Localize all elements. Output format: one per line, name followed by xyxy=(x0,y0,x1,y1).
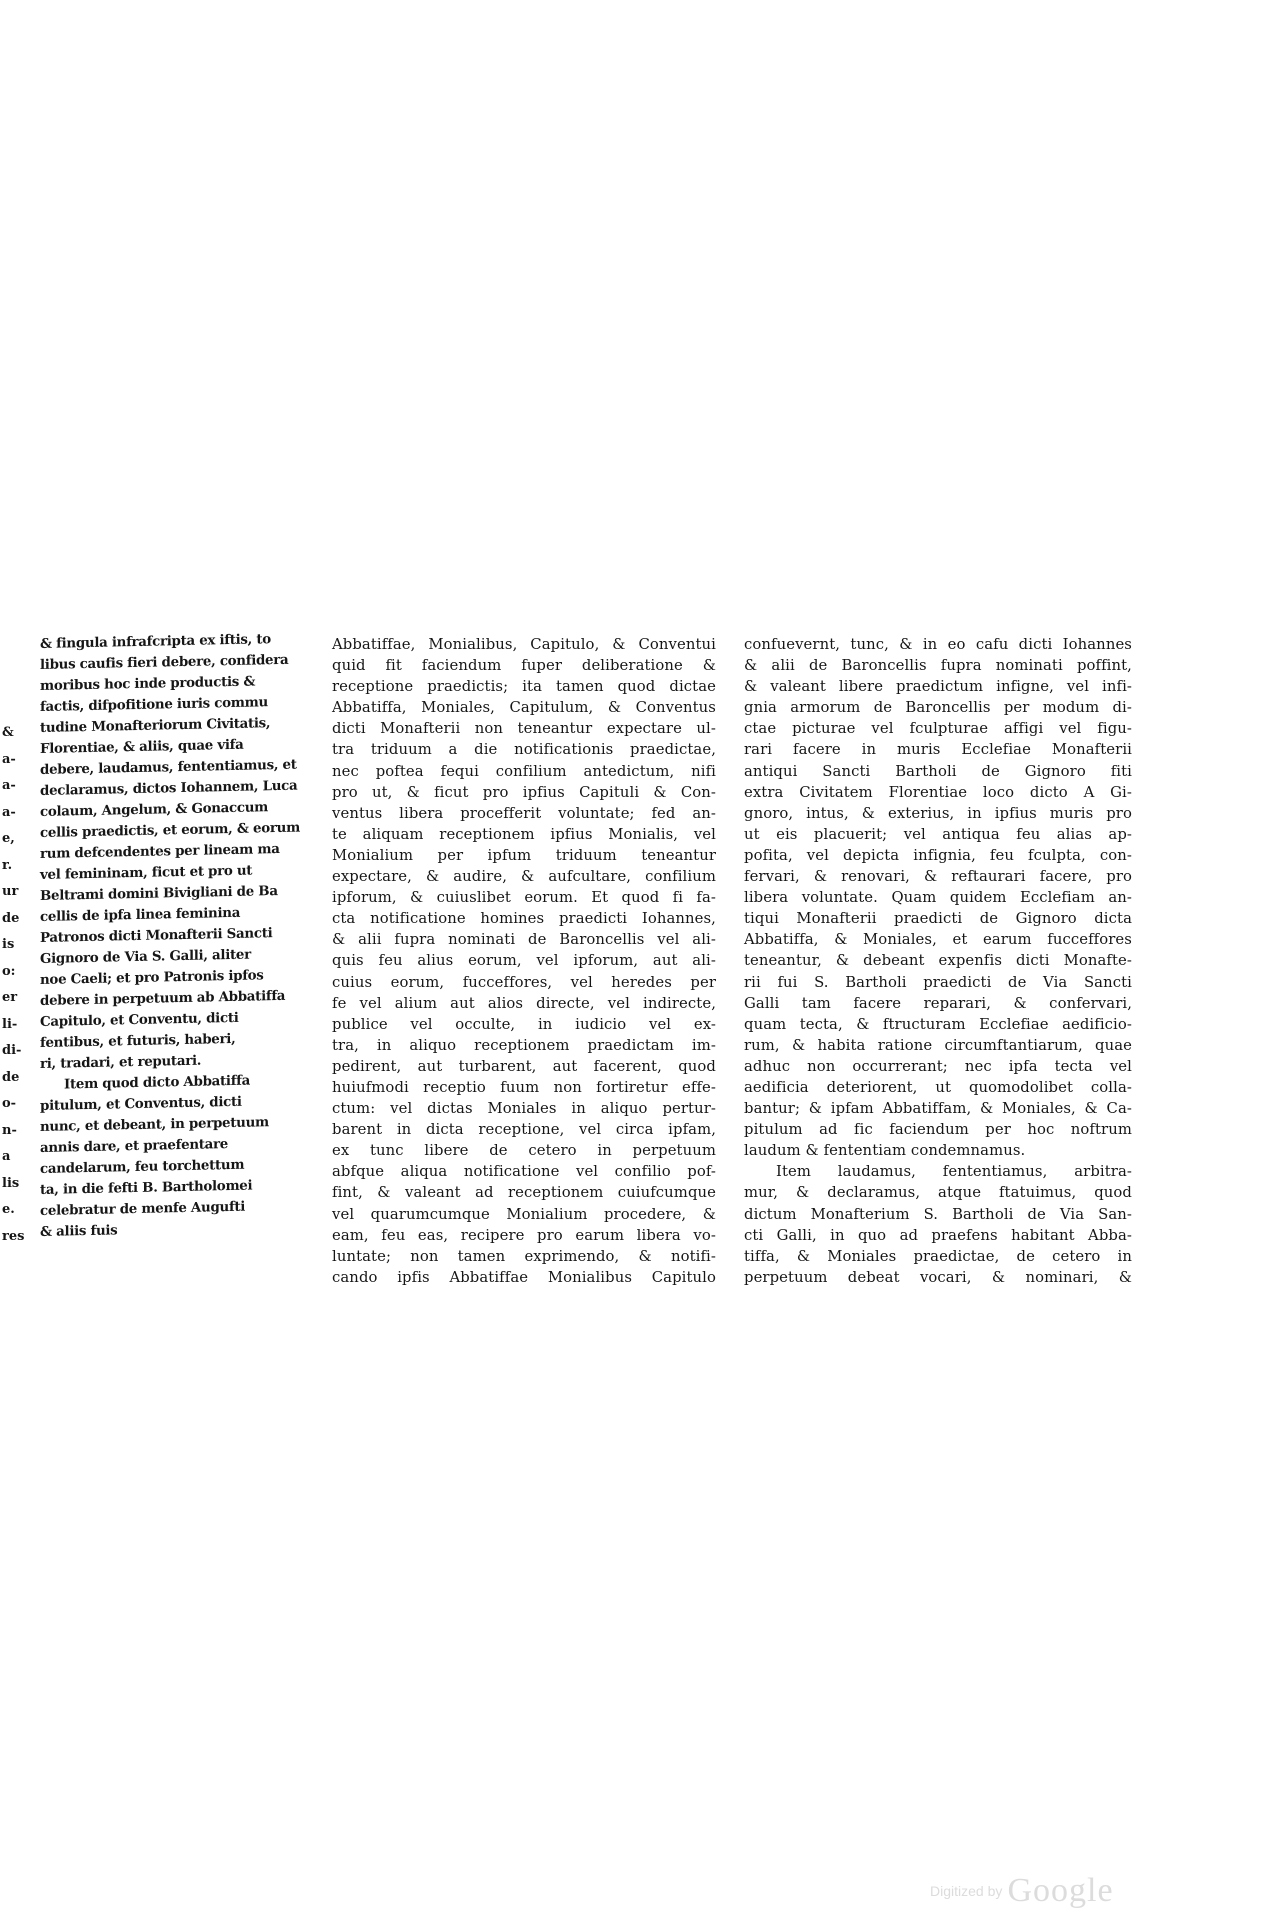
text-line: Galli tam facere reparari, & confervari, xyxy=(744,994,1132,1012)
text-line: luntate; non tamen exprimendo, & notifi- xyxy=(332,1247,716,1265)
text-line: cellis de ipfa linea feminina xyxy=(40,904,241,925)
middle-column-text xyxy=(332,634,716,1288)
text-line: tiqui Monafterii praedicti de Gignoro dicta xyxy=(744,910,1132,928)
right-column-text xyxy=(744,634,1132,1288)
text-line: libera voluntate. Quam quidem Ecclefiam an- xyxy=(744,889,1132,907)
text-line: rum, & habita ratione circumftantiarum, quae xyxy=(744,1036,1132,1054)
text-line: vel femininam, ficut et pro ut xyxy=(40,862,253,883)
text-line: res xyxy=(2,1228,25,1244)
text-line: adhuc non occurrerant; nec ipfa tecta vel xyxy=(744,1057,1132,1075)
text-line: receptione praedictis; ita tamen quod dictae xyxy=(332,678,716,696)
text-line: vel quarumcumque Monialium procedere, & xyxy=(332,1205,716,1223)
text-line: Item laudamus, fententiamus, arbitra- xyxy=(776,1163,1132,1181)
text-line: candelarum, feu torchettum xyxy=(40,1156,245,1177)
text-line: & xyxy=(2,725,14,740)
text-line: ipforum, & cuiuslibet eorum. Et quod fi fa- xyxy=(332,889,716,907)
text-line: confuevernt, tunc, & in eo cafu dicti Iohannes xyxy=(744,636,1132,653)
text-line: o- xyxy=(2,1096,17,1111)
text-line: a- xyxy=(2,804,16,820)
text-line: Patronos dicti Monafterii Sancti xyxy=(40,925,273,946)
text-line: Abbatiffae, Monialibus, Capitulo, & Conventui xyxy=(332,636,716,653)
text-line: mur, & declaramus, atque ftatuimus, quod xyxy=(744,1184,1132,1202)
text-line: abfque aliqua notificatione vel confilio pof- xyxy=(332,1163,716,1181)
text-line: fentibus, et futuris, haberi, xyxy=(40,1030,236,1051)
text-line: noe Caeli; et pro Patronis ipfos xyxy=(40,967,264,988)
text-line: teneantur, & debeant expenfis dicti Monafte- xyxy=(744,952,1132,970)
text-line: dictum Monafterium S. Bartholi de Via San- xyxy=(744,1205,1132,1223)
text-line: cellis praedictis, et eorum, & eorum xyxy=(40,819,300,841)
text-line: Monialium per ipfum triduum teneantur xyxy=(332,846,716,864)
text-line: e, xyxy=(2,831,15,846)
left-edge-fragments xyxy=(0,720,34,1280)
text-line: Capitulo, et Conventu, dicti xyxy=(40,1009,239,1030)
text-line: e. xyxy=(2,1202,15,1217)
text-line: gnia armorum de Baroncellis per modum di- xyxy=(744,699,1132,717)
text-line: huiufmodi receptio fuum non fortiretur effe- xyxy=(332,1078,716,1096)
text-line: & alii de Baroncellis fupra nominati poffint, xyxy=(744,657,1132,675)
text-line: rum defcendentes per lineam ma xyxy=(40,840,280,862)
google-logo: Google xyxy=(1007,1872,1114,1909)
watermark-prefix: Digitized by xyxy=(930,1883,1003,1899)
text-line: di- xyxy=(2,1043,22,1058)
text-line: debere in perpetuum ab Abbatiffa xyxy=(40,987,286,1009)
text-line: a xyxy=(2,1149,11,1164)
text-line: er xyxy=(2,990,18,1005)
text-line: moribus hoc inde productis & xyxy=(40,673,256,694)
text-line: pitulum, et Conventus, dicti xyxy=(40,1093,242,1114)
text-line: ut eis placuerit; vel antiqua feu alias ap- xyxy=(744,825,1132,843)
text-line: pitulum ad fic faciendum per hoc noftrum xyxy=(744,1121,1132,1139)
text-line: barent in dicta receptione, vel circa ipfam, xyxy=(332,1121,716,1139)
text-line: gnoro, intus, & exterius, in ipfius muris pro xyxy=(744,804,1132,822)
text-line: ctae picturae vel fculpturae affigi vel figu- xyxy=(744,720,1132,738)
text-line: Abbatiffa, Moniales, Capitulum, & Conventus xyxy=(332,699,716,717)
text-line: annis dare, et praefentare xyxy=(40,1136,229,1156)
text-line: aedificia deteriorent, ut quomodolibet colla- xyxy=(744,1078,1132,1096)
text-line: tra, in aliquo receptionem praedictam im- xyxy=(332,1036,716,1054)
text-line: de xyxy=(2,910,20,926)
text-line: nunc, et debeant, in perpetuum xyxy=(40,1114,269,1135)
text-line: rii fui S. Bartholi praedicti de Via Sancti xyxy=(744,973,1132,991)
text-line: quam tecta, & ftructuram Ecclefiae aedificio- xyxy=(744,1015,1132,1033)
text-line: fe vel alium aut alios directe, vel indirecte, xyxy=(332,994,716,1012)
text-line: lis xyxy=(2,1175,20,1191)
text-line: cti Galli, in quo ad praefens habitant Abba- xyxy=(744,1226,1132,1244)
text-line: & valeant libere praedictum infigne, vel infi- xyxy=(744,678,1132,696)
text-line: r. xyxy=(2,857,13,873)
text-line: factis, difpofitione iuris commu xyxy=(40,694,268,715)
text-line: pro ut, & ficut pro ipfius Capituli & Con- xyxy=(332,783,716,801)
text-line: & aliis fuis xyxy=(40,1222,118,1240)
text-line: quid fit faciendum fuper deliberatione & xyxy=(332,657,716,675)
text-line: a- xyxy=(2,751,16,767)
text-line: laudum & fententiam condemnamus. xyxy=(744,1142,1026,1160)
text-line: & alii fupra nominati de Baroncellis vel ali- xyxy=(332,931,716,949)
text-line: tudine Monafteriorum Civitatis, xyxy=(40,715,271,736)
text-line: cando ipfis Abbatiffae Monialibus Capitulo xyxy=(332,1268,716,1286)
text-line: tra triduum a die notificationis praedictae, xyxy=(332,741,716,759)
text-line: rari facere in muris Ecclefiae Monafterii xyxy=(744,741,1132,759)
text-line: de xyxy=(2,1069,20,1085)
text-line: Florentiae, & aliis, quae vifa xyxy=(40,736,244,757)
text-line: Gignoro de Via S. Galli, aliter xyxy=(40,946,251,967)
text-line: expectare, & audire, & aufcultare, confilium xyxy=(332,868,716,886)
text-line: & fingula infrafcripta ex iftis, to xyxy=(40,631,271,652)
text-line: Item quod dicto Abbatiffa xyxy=(64,1072,250,1093)
text-line: cuius eorum, fucceffores, vel heredes per xyxy=(332,973,716,991)
text-line: Abbatiffa, & Moniales, et earum fucceffores xyxy=(744,931,1132,949)
text-line: antiqui Sancti Bartholi de Gignoro fiti xyxy=(744,762,1132,780)
text-line: n- xyxy=(2,1122,17,1138)
text-line: nec poftea fequi confilium antedictum, nifi xyxy=(332,762,716,780)
text-line: ctum: vel dictas Moniales in aliquo pertur- xyxy=(332,1100,716,1118)
text-line: o: xyxy=(2,963,16,979)
text-line: debere, laudamus, fententiamus, et xyxy=(40,756,297,778)
text-line: quis feu alius eorum, vel ipforum, aut ali- xyxy=(332,952,716,970)
text-line: perpetuum debeat vocari, & nominari, & xyxy=(744,1268,1132,1286)
text-line: extra Civitatem Florentiae loco dicto A Gi- xyxy=(744,783,1132,801)
text-line: dicti Monafterii non teneantur expectare ul- xyxy=(332,720,716,738)
text-line: ex tunc libere de cetero in perpetuum xyxy=(332,1142,716,1160)
text-line: pedirent, aut turbarent, aut facerent, quod xyxy=(332,1057,716,1075)
text-line: a- xyxy=(2,778,16,793)
text-line: cta notificatione homines praedicti Iohannes, xyxy=(332,910,716,928)
text-line: celebratur de menfe Augufti xyxy=(40,1198,246,1219)
text-line: pofita, vel depicta infignia, feu fculpta, con- xyxy=(744,846,1132,864)
text-line: eam, feu eas, recipere pro earum libera vo- xyxy=(332,1226,716,1244)
text-line: ri, tradari, et reputari. xyxy=(40,1052,202,1072)
text-line: fint, & valeant ad receptionem cuiufcumque xyxy=(332,1184,716,1202)
text-line: is xyxy=(2,937,15,952)
digitized-by-google-watermark xyxy=(930,1872,1210,1916)
text-line: libus caufis fieri debere, confidera xyxy=(40,651,289,673)
text-line: te aliquam receptionem ipfius Monialis, vel xyxy=(332,825,716,843)
text-line: ventus libera procefferit voluntate; fed an- xyxy=(332,804,716,822)
text-line: ta, in die fefti B. Bartholomei xyxy=(40,1177,253,1198)
text-line: declaramus, dictos Iohannem, Luca xyxy=(40,777,298,799)
left-column-text xyxy=(40,629,300,1294)
text-line: tiffa, & Moniales praedictae, de cetero in xyxy=(744,1247,1132,1265)
text-line: Beltrami domini Bivigliani de Ba xyxy=(40,883,278,904)
text-line: publice vel occulte, in iudicio vel ex- xyxy=(332,1015,716,1033)
text-line: fervari, & renovari, & reftaurari facere, pro xyxy=(744,868,1132,886)
text-line: ur xyxy=(2,884,19,899)
text-line: li- xyxy=(2,1016,18,1032)
text-line: bantur; & ipfam Abbatiffam, & Moniales, & Ca- xyxy=(744,1100,1132,1118)
text-line: colaum, Angelum, & Gonaccum xyxy=(40,799,269,820)
